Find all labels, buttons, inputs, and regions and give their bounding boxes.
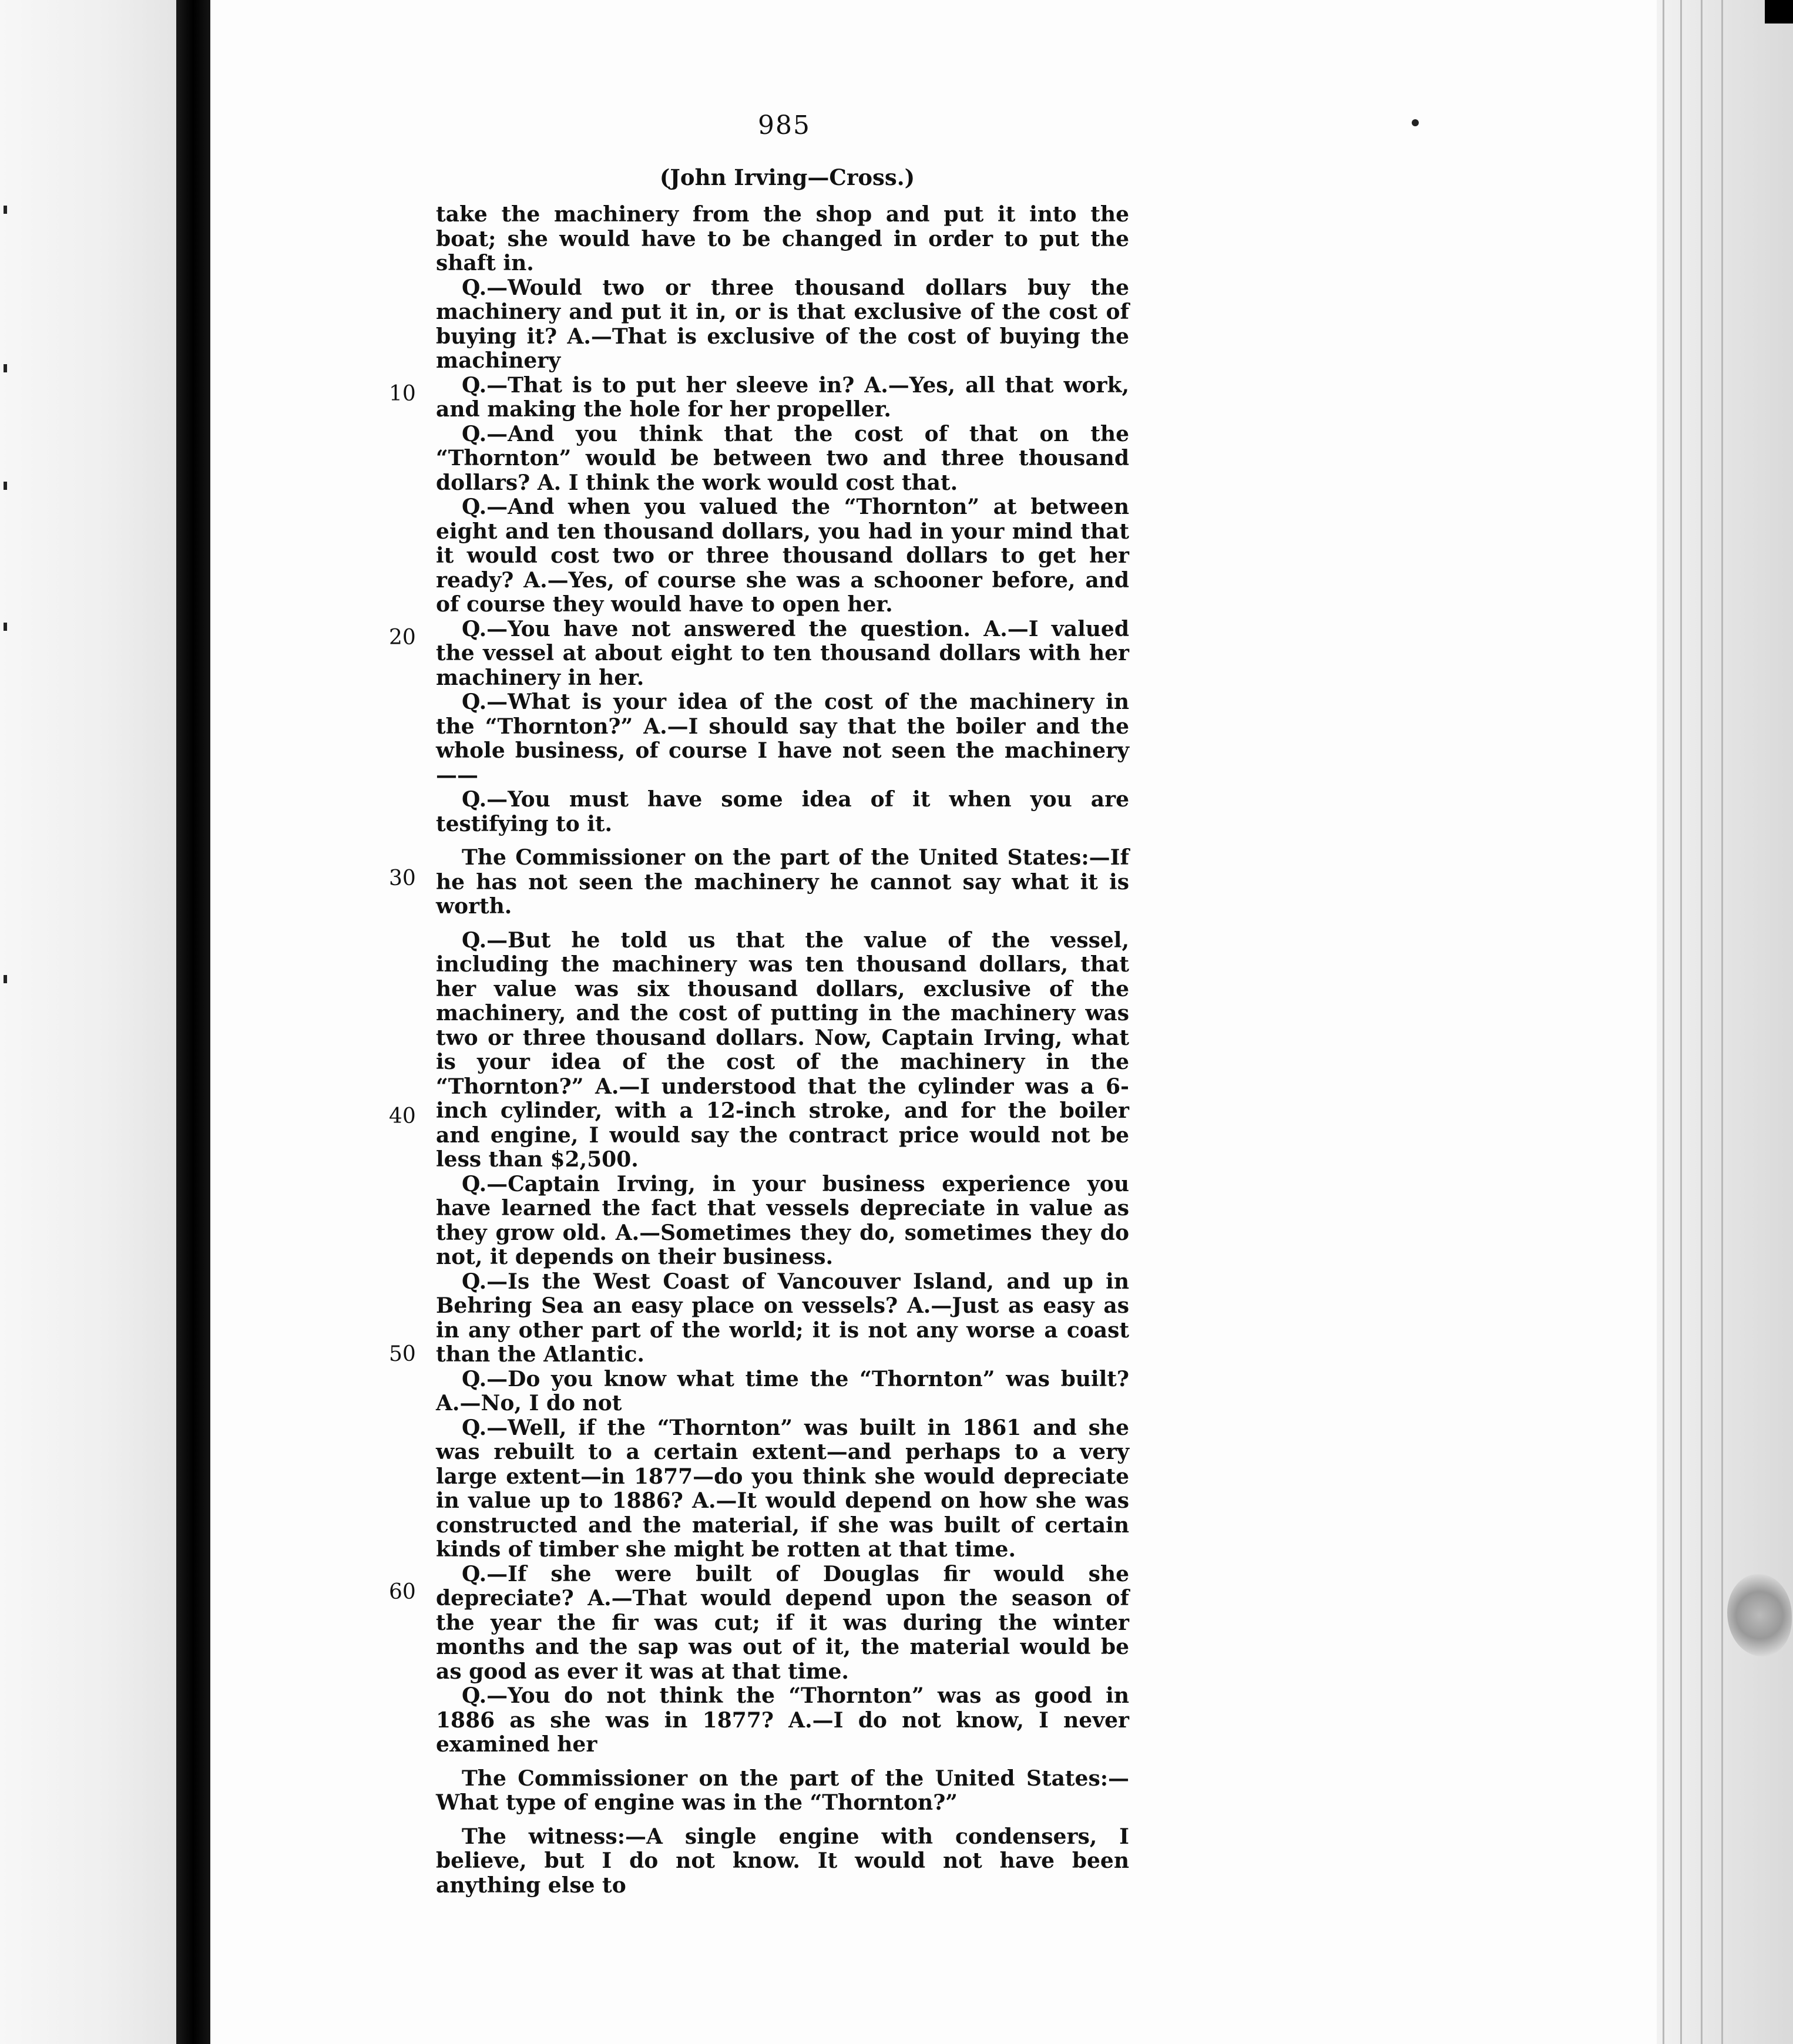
speck-mark bbox=[1412, 119, 1419, 126]
paragraph: Q.—You have not answered the question. A.—I valued the vessel at about eight to ten thousand dollars with her machinery in her. bbox=[436, 616, 1129, 690]
paragraph: Q.—Would two or three thousand dollars buy the machinery and put it in, or is that exclusive of the cost of buying it? A.—That is exclusive of the cost of buying the machinery bbox=[436, 275, 1129, 373]
paragraph: take the machinery from the shop and put it into the boat; she would have to be changed in order to put the shaft in. bbox=[436, 202, 1129, 275]
edge-line bbox=[1721, 0, 1723, 2044]
scan-corner bbox=[1765, 0, 1793, 23]
edge-line bbox=[1663, 0, 1664, 2044]
paragraph: The Commissioner on the part of the United States:—If he has not seen the machinery he cannot say what it is worth. bbox=[436, 845, 1129, 919]
body-text bbox=[436, 203, 1129, 1898]
paragraph: Q.—And when you valued the “Thornton” at between eight and ten thousand dollars, you had in your mind that it would cost two or three thousand dollars to get her ready? A.—Yes, of course she was a schooner before, and of course they would have to open her. bbox=[436, 495, 1129, 617]
paragraph: Q.—But he told us that the value of the vessel, including the machinery was ten thousand dollars, that her value was six thousand dollars, exclusive of the machinery, and the cost of putting in the machinery was two or three thousand dollars. Now, Captain Irving, what is your idea of the cost of the machinery in the “Thornton?” A.—I understood that the cylinder was a 6-inch cylinder, with a 12-inch stroke, and for the boiler and engine, I would say the contract price would not be less than $2,500. bbox=[436, 927, 1129, 1172]
running-header: (John Irving—Cross.) bbox=[659, 164, 915, 190]
paragraph: Q.—What is your idea of the cost of the machinery in the “Thornton?” A.—I should say that the boiler and the whole business, of course I have not seen the machinery —— bbox=[436, 690, 1129, 788]
line-number-10: 10 bbox=[389, 382, 416, 406]
book-gutter bbox=[176, 0, 210, 2044]
facing-page-marks bbox=[4, 176, 9, 1057]
line-number-30: 30 bbox=[389, 866, 416, 890]
page-number: 985 bbox=[758, 110, 811, 140]
line-number-60: 60 bbox=[389, 1580, 416, 1604]
facing-page-edge bbox=[0, 0, 176, 2044]
paragraph: Q.—That is to put her sleeve in? A.—Yes, all that work, and making the hole for her propeller. bbox=[436, 372, 1129, 422]
paragraph: Q.—Well, if the “Thornton” was built in 1861 and she was rebuilt to a certain extent—and perhaps to a very large extent—in 1877—do you think she would depreciate in value up to 1886? A.—It would depend on how she was constructed and the material, if she was built of certain kinds of timber she might be rotten at that time. bbox=[436, 1415, 1129, 1562]
paragraph: Q.—Do you know what time the “Thornton” was built? A.—No, I do not bbox=[436, 1366, 1129, 1416]
edge-line bbox=[1701, 0, 1703, 2044]
edge-line bbox=[1680, 0, 1682, 2044]
line-number-20: 20 bbox=[389, 626, 416, 650]
paragraph: Q.—You must have some idea of it when you are testifying to it. bbox=[436, 787, 1129, 836]
paragraph: The witness:—A single engine with condensers, I believe, but I do not know. It would not have been anything else to bbox=[436, 1824, 1129, 1898]
paragraph: Q.—Is the West Coast of Vancouver Island, and up in Behring Sea an easy place on vessels? A.—Just as easy as in any other part of the world; it is not any worse a coast than the Atlantic. bbox=[436, 1269, 1129, 1367]
paragraph: Q.—Captain Irving, in your business experience you have learned the fact that vessels depreciate in value as they grow old. A.—Sometimes they do, sometimes they do not, it depends on their business. bbox=[436, 1171, 1129, 1269]
line-number-50: 50 bbox=[389, 1342, 416, 1366]
line-number-40: 40 bbox=[389, 1104, 416, 1128]
paragraph: The Commissioner on the part of the United States:—What type of engine was in the “Thornton?” bbox=[436, 1766, 1129, 1815]
page-stack-edge bbox=[1657, 0, 1793, 2044]
paragraph: Q.—You do not think the “Thornton” was as good in 1886 as she was in 1877? A.—I do not know, I never examined her bbox=[436, 1683, 1129, 1757]
paragraph: Q.—If she were built of Douglas fir would she depreciate? A.—That would depend upon the season of the year the fir was cut; if it was during the winter months and the sap was out of it, the material would be as good as ever it was at that time. bbox=[436, 1561, 1129, 1684]
paragraph: Q.—And you think that the cost of that on the “Thornton” would be between two and three thousand dollars? A. I think the work would cost that. bbox=[436, 421, 1129, 495]
